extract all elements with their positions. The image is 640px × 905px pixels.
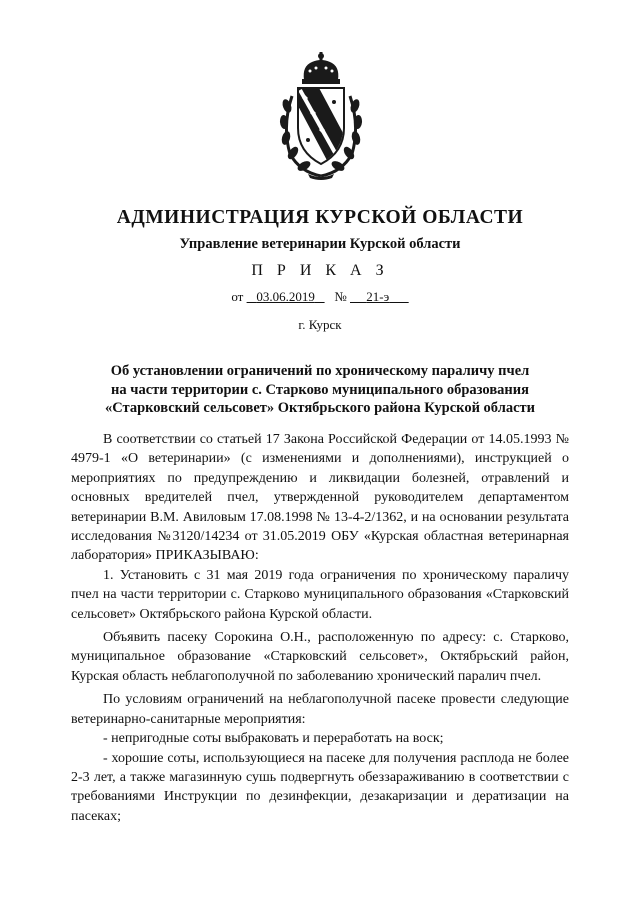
measures-intro-paragraph: По условиям ограничений на неблагополучной пасеке провести следующие ветеринарно-санитарные мероприятия: [71, 692, 569, 727]
apiary-paragraph: Объявить пасеку Сорокина О.Н., расположенную по адресу: с. Старково, муниципальное образование «Старковский сельсовет», Октябрьский район, Курская область неблагополучной по заболеванию хронический паралич пчел. [71, 630, 569, 684]
order-title [60, 362, 580, 418]
department-name: Управление ветеринарии Курской области [179, 236, 461, 252]
order-body [71, 430, 569, 826]
measure-item: - хорошие соты, использующиеся на пасеке для получения расплода не более 2-3 лет, а также магазинную сушь подвергнуть обеззараживанию в соответствии с требованиями Инструкции по дезинфекции, дезакаризации и дератизации на пасеках; [71, 750, 569, 824]
order-title-line: Об установлении ограничений по хроническому параличу пчел [110, 363, 530, 379]
date-prefix: от [231, 289, 244, 304]
order-title-line: на части территории с. Старково муниципального образования [111, 381, 529, 398]
city: г. Курск [298, 317, 342, 332]
organization-title: АДМИНИСТРАЦИЯ КУРСКОЙ ОБЛАСТИ [116, 207, 524, 228]
measure-item: - непригодные соты выбраковать и переработать на воск; [103, 731, 444, 747]
order-date: 03.06.2019 [256, 289, 315, 304]
preamble-paragraph: В соответствии со статьей 17 Закона Российской Федерации от 14.05.1993 № 4979-1 «О ветеринарии» (с изменениями и дополнениями), инструкцией о мероприятиях по предупреждению и ликвидации болезней, отравлений и основных вредителей пчел, утвержденной руководителем департаментом ветеринарии В.М. Авиловым 17.08.1998 № 13-4-2/1362, и на основании результата исследования №3120/14234 от 31.05.2019 ОБУ «Курская областная ветеринарная лаборатория» ПРИКАЗЫВАЮ: [71, 432, 569, 564]
order-title-line: «Старковский сельсовет» Октябрьского района Курской области [105, 400, 535, 416]
coat-of-arms-emblem [278, 50, 364, 182]
number-sign: № [334, 289, 347, 304]
clause-1-paragraph: 1. Установить с 31 мая 2019 года ограничения по хроническому параличу пчел на части территории с. Старково муниципального образования «Старковский сельсовет» Октябрьского района Курской области. [71, 567, 569, 622]
order-number: 21-э [366, 289, 390, 304]
document-type: П Р И К А З [251, 262, 389, 279]
date-number-line [0, 289, 640, 305]
